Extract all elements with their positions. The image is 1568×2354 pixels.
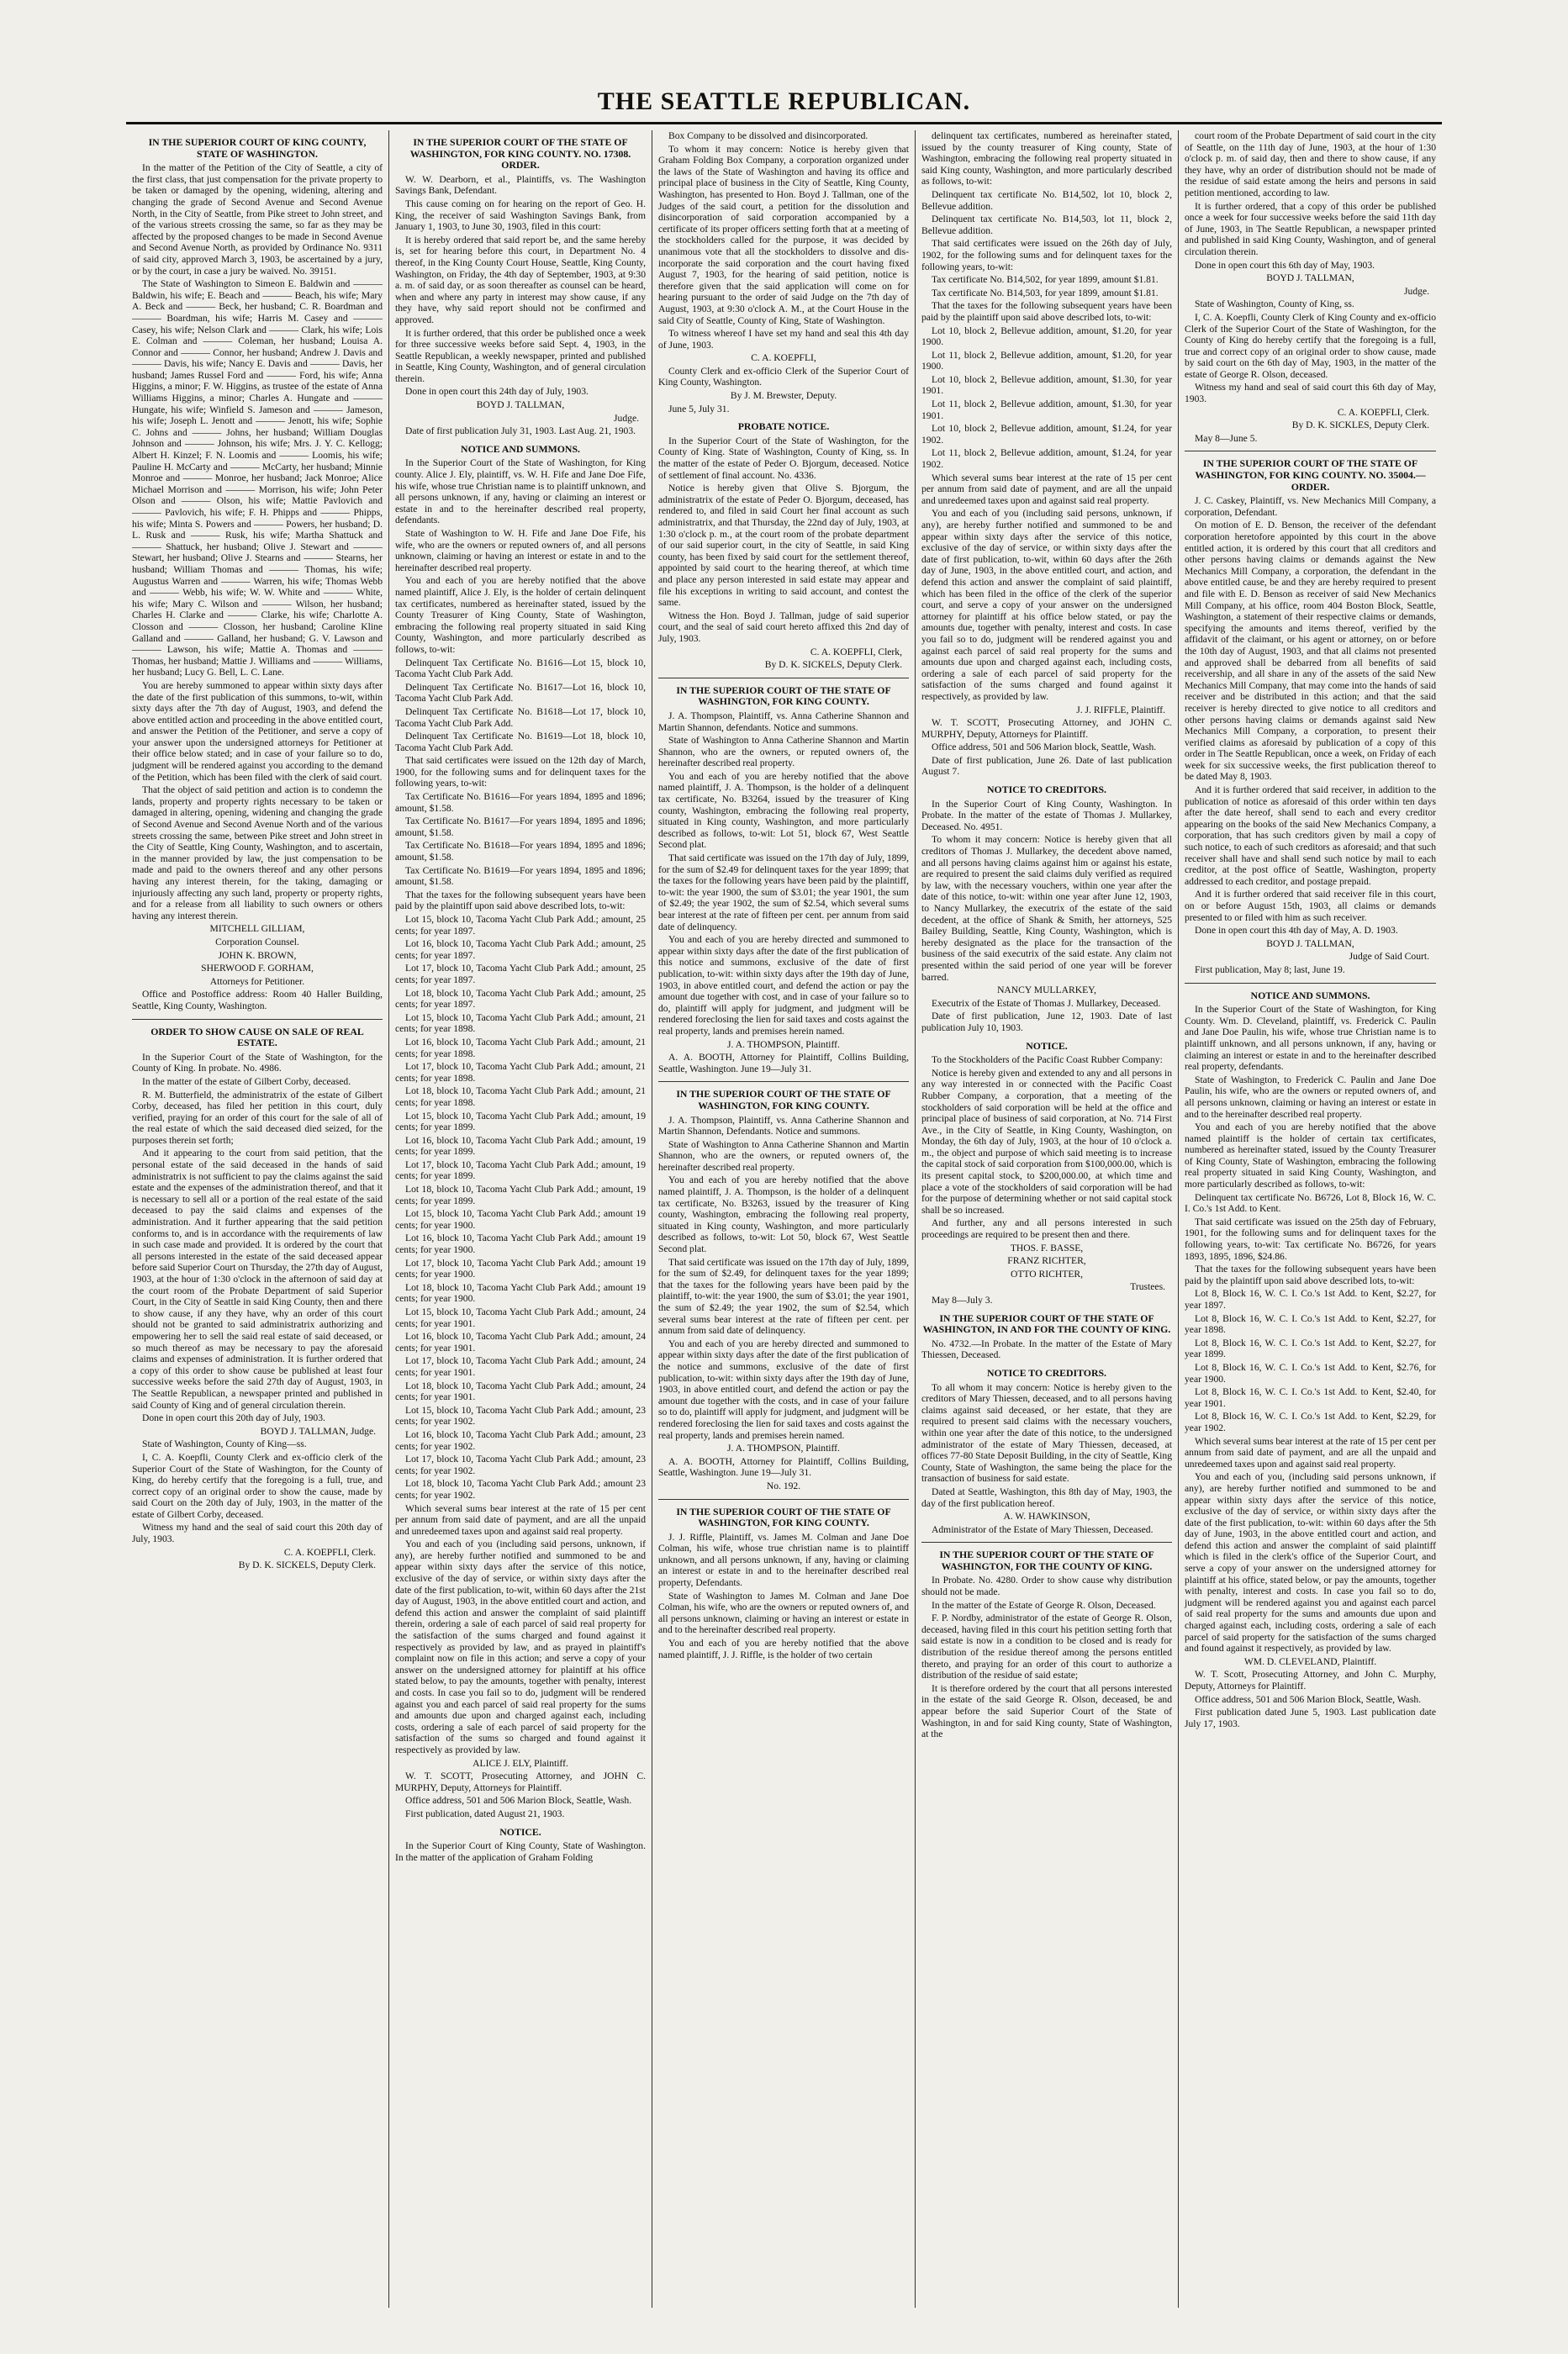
notice-paragraph: State of Washington to James M. Colman and Jane Doe Colman, his wife, who are the owners or reputed owners of, and all persons unknown, claiming or having an interest or estate in and to the hereinafter described real property. xyxy=(658,1590,909,1636)
signature-line: BOYD J. TALLMAN, xyxy=(476,399,565,411)
notice-paragraph: Dated at Seattle, Washington, this 8th day of May, 1903, the day of the first publication hereof. xyxy=(921,1486,1172,1509)
notice-paragraph: That said certificates were issued on the 12th day of March, 1900, for the following sums and for delinquent taxes for the following years, to-wit: xyxy=(395,755,646,789)
notice-paragraph: Witness the Hon. Boyd J. Tallman, judge of said superior court, and the seal of said court hereto affixed this 2nd day of July, 1903. xyxy=(658,610,909,644)
notice-paragraph: Lot 18, block 10, Tacoma Yacht Club Park Add.; amount 19 cents; for year 1900. xyxy=(395,1281,646,1305)
notice-paragraph: W. W. Dearborn, et al., Plaintiffs, vs. The Washington Savings Bank, Defendant. xyxy=(395,173,646,197)
notice-paragraph: W. T. SCOTT, Prosecuting Attorney, and JOHN C. MURPHY, Deputy, Attorneys for Plaintiff. xyxy=(395,1771,646,1793)
notice-paragraph: Tax certificate No. B14,503, for year 1899, amount $1.81. xyxy=(932,287,1159,298)
notice-paragraph: State of Washington, County of King—ss. xyxy=(142,1438,307,1450)
notice-paragraph: Lot 17, block 10, Tacoma Yacht Club Park Add.; amount, 19 cents; for year 1899. xyxy=(395,1159,646,1182)
notice-paragraph: I, C. A. Koepfli, County Clerk of King County and ex-officio Clerk of the Superior Court of the State of Washington, for the County of King do hereby certify that the foregoing is a full, true and correct copy of an original order to show cause, made by said court on the 6th day of May, 1903, in the matter of the estate of George R. Olson, deceased. xyxy=(1185,311,1436,380)
signature-line: FRANZ RICHTER, xyxy=(1007,1255,1086,1267)
notice-paragraph: Lot 11, block 2, Bellevue addition, amount, $1.30, for year 1901. xyxy=(921,398,1172,421)
notice-paragraph: You and each of you (including said persons, unknown, if any), are hereby further notified and summoned to be and appear within sixty days after the service of this notice, exclusive of the day of service, or within sixty days after the date of first publication, to-wit, within 60 days after the 26th day of June, 1903, in the above entitled court, and action, and defend this action and answer the complaint of said plaintiff, which has been filed in the office of the clerk of the superior court, and serve a copy of your answer on the undersigned attorney for plaintiff at his office below stated, or pay the amounts due, together with penalty, interest and costs. In case you fail so to do, judgment will be rendered against you and against each parcel of said real property for the sums and amounts due upon and charged against each, including costs, ordering a sale of each parcel of said property for the satisfaction of the sums charged and found against it respectively, as provided by law. xyxy=(921,508,1172,702)
notice-paragraph: That the taxes for the following subsequent years have been paid by the plaintiff upon said above described lots, to-wit: xyxy=(1185,1264,1436,1286)
notice-paragraph: May 8—June 5. xyxy=(1195,432,1258,444)
notice-paragraph: You and each of you are hereby notified that the above named plaintiff, J. A. Thompson, is the holder of a delinquent tax certificate, No. B3264, issued by the treasurer of King county, Washington, embracing the following real property, situated in King county, Washington, and more particularly described as follows, to-wit: Lot 51, block 67, West Seattle Second plat. xyxy=(658,770,909,851)
notice-paragraph: And it is further ordered that said receiver, in addition to the publication of notice as aforesaid of this order within ten days after the date hereof, shall send to each and every creditor appearing on the books of the said New Mechanics Company, a corporation, that has such creditors given by mail a copy of such notice, to each of such creditors as aforesaid; and that such receiver shall have and shall send such notice by mail to each creditor, at the post office of Seattle, Washington, property addressed to each creditor, and postage prepaid. xyxy=(1185,784,1436,887)
signature-line: Judge of Said Court. xyxy=(1349,951,1429,963)
notice-paragraph: In the Superior Court of the State of Washington, for King County. Wm. D. Cleveland, plaintiff, vs. Frederick C. Paulin and Jane Doe Paulin, his wife, whose true Christian name is to plaintiff unknown, and all persons unknown, if any, having or claiming an interest or estate in and to the hereinafter described real property, defendants. xyxy=(1185,1004,1436,1073)
notice-paragraph: And it is further ordered that said receiver file in this court, on or before August 15th, 1903, all claims or demands presented to or filed with him as such receiver. xyxy=(1185,889,1436,923)
notice-paragraph: Lot 17, block 10, Tacoma Yacht Club Park Add.; amount, 25 cents; for year 1897. xyxy=(395,963,646,985)
signature-line: SHERWOOD F. GORHAM, xyxy=(201,963,314,974)
notice-paragraph: court room of the Probate Department of said court in the city of Seattle, on the 11th day of June, 1903, at the hour of 1:30 o'clock p. m. of said day, then and there to show cause, if any they have, why an order of distribution should not be made of the residue of said estate among the heirs and persons in said petition mentioned, according to law. xyxy=(1185,130,1436,198)
notice-paragraph: You and each of you are hereby directed and summoned to appear within sixty days after the date of the first publication of the notice and summons, exclusive of the date of first publication, to-wit: within sixty days after the 19th day of June, 1903, in above entitled court, and defend the action or pay the amount due together with the costs, and in case of your failure so to do, plaintiff will apply for judgment, and judgment will be rendered foreclosing the lien for said taxes and costs against the real property, lands and premises herein named. xyxy=(658,1338,909,1441)
signature-line: By D. K. SICKELS, Deputy Clerk. xyxy=(764,659,902,671)
notice-paragraph: Done in open court this 4th day of May, A. D. 1903. xyxy=(1195,925,1398,937)
notice-paragraph: Lot 8, Block 16, W. C. I. Co.'s 1st Add. to Kent, $2.27, for year 1898. xyxy=(1185,1312,1436,1336)
notice-paragraph: Lot 17, block 10, Tacoma Yacht Club Park Add.; amount, 23 cents; for year 1902. xyxy=(395,1454,646,1476)
notice-paragraph: The State of Washington to Simeon E. Baldwin and ——— Baldwin, his wife; E. Beach and ——— Beach, his wife; Mary A. Beck and ——— Beck, her husband; C. R. Boardman and ——— Boardman, his wife; Harris M. Casey and ——— Casey, his wife; Nelson Clark and ——— Clark, his wife; Lois E. Colman and ——— Coleman, her husband; Louisa A. Connor and ——— Connor, her husband; Andrew J. Davis and ——— Davis, his wife; Nancy E. Davis and ——— Davis, her husband; James Russel Ford and ——— Ford, his wife; Anna Higgins, a minor; F. W. Higgins, as trustee of the estate of Anna Williams Higgins, a minor; Charles A. Hungate and ——— Hungate, his wife; Winfield S. Jameson and ——— Jameson, his wife; Joseph L. Jenott and ——— Jenott, his wife; Sophie C. Johns and ——— Johns, her husband; William Douglas Johnson and ——— Johnson, his wife; Mrs. J. Y. C. Kellogg; Albert H. Kinzel; F. N. Loomis and ——— Loomis, his wife; Pauline H. McCarty and ——— McCarty, her husband; Minnie Monroe and ——— Monroe, her husband; Jack Monroe; Alice Michael Morrison and ——— Morrison, his wife; John Peter Olson and ——— Olson, his wife; Mattie Pavlovich and ——— Pavlovich, his wife; F. H. Phipps and ——— Phipps, his wife; Minta S. Powers and ——— Powers, her husband; D. L. Rusk and ——— Rusk, his wife; Martha Shattuck and ——— Shattuck, her husband; Olive J. Stewart and ——— Stewart, her husband; Olive J. Stearns and ——— Stearns, her husband; William Thomas and ——— Thomas, his wife; Augustus Warren and ——— Warren, his wife; Thomas Webb and ——— Webb, his wife; W. W. White and ——— White, his wife; Mary C. Wilson and ——— Wilson, her husband; Charles H. Clarke and ——— Clarke, his wife; Charlotte A. Closson and ——— Closson, her husband; Caroline Kline Galland and ——— Galland, her husband; G. V. Lawson and ——— Lawson, his wife; Mattie A. Thomas and ——— Thomas, her husband; Mattie J. Williams and ——— Williams, her husband; Lucy G. Bell, L. C. Lane. xyxy=(132,278,383,678)
notice-paragraph: Lot 16, block 10, Tacoma Yacht Club Park Add.; amount, 24 cents; for year 1901. xyxy=(395,1331,646,1354)
notice-paragraph: Lot 15, block 10, Tacoma Yacht Club Park Add.; amount, 23 cents; for year 1902. xyxy=(395,1404,646,1428)
notice-heading: NOTICE TO CREDITORS. xyxy=(987,1366,1106,1379)
notice-paragraph: Lot 11, block 2, Bellevue addition, amount, $1.20, for year 1900. xyxy=(921,349,1172,372)
notice-paragraph: Lot 17, block 10, Tacoma Yacht Club Park Add.; amount, 24 cents; for year 1901. xyxy=(395,1355,646,1378)
notice-paragraph: In Probate. No. 4280. Order to show cause why distribution should not be made. xyxy=(921,1575,1172,1598)
signature-line: NANCY MULLARKEY, xyxy=(997,984,1096,996)
notice-paragraph: That said certificate was issued on the 17th day of July, 1899, for the sum of $2.49, for delinquent taxes for the year 1899; that the taxes for the following years have been paid by the plaintiff, to-wit: the year 1900, the sum of $3.01; the year 1901, the sum of $2.49; the year 1902, the sum of $2.54, which several sums bear interest at the rate of fifteen per cent. per annum from said date of delinquency. xyxy=(658,1256,909,1337)
section-divider xyxy=(658,1499,909,1500)
signature-line: C. A. KOEPFLI, Clerk. xyxy=(283,1546,376,1558)
signature-line: OTTO RICHTER, xyxy=(1010,1268,1084,1280)
notice-paragraph: Lot 16, block 10, Tacoma Yacht Club Park Add.; amount, 25 cents; for year 1897. xyxy=(395,938,646,961)
notice-paragraph: Office address, 501 and 506 Marion Block, Seattle, Wash. xyxy=(1195,1693,1422,1705)
notice-paragraph: Lot 15, block 10, Tacoma Yacht Club Park Add.; amount, 24 cents; for year 1901. xyxy=(395,1306,646,1329)
notice-paragraph: It is further ordered, that a copy of this order be published once a week for four successive weeks before the said 11th day of June, 1903, in The Seattle Republican, a newspaper printed and published in said King County, Washington, and of general circulation therein. xyxy=(1185,200,1436,257)
notice-paragraph: You and each of you are hereby notified that the above named plaintiff, J. J. Riffle, is the holder of two certain xyxy=(658,1638,909,1660)
notice-paragraph: Delinquent Tax Certificate No. B1616—Lot 15, block 10, Tacoma Yacht Club Park Add. xyxy=(395,657,646,680)
notice-paragraph: R. M. Butterfield, the administratrix of the estate of Gilbert Corby, deceased, has filed her petition in this court, duly verified, praying for an order of this court for the sale of all of the real estate of which the said deceased died seized, for the purposes therein set forth; xyxy=(132,1089,383,1146)
notice-paragraph: Notice is hereby given and extended to any and all persons in any way interested in or connected with the Pacific Coast Rubber Company, a corporation, that a meeting of the stockholders of said corporation will be held at the office and principal place of business of said corporation, at No. 714 First Ave., in the City of Seattle, in King County, Washington, on Monday, the 6th day of July, 1903, at the hour of 10 o'clock a. m., the object and purpose of which said meeting is to increase the capital stock of said corporation from $100,000.00, which is its present capital stock, to $200,000.00, at which time and place a vote of the stockholders of said corporation will be had for the purpose of determining whether or not said capital stock shall be so increased. xyxy=(921,1067,1172,1216)
notice-paragraph: Tax Certificate No. B1616—For years 1894, 1895 and 1896; amount, $1.58. xyxy=(395,791,646,814)
signature-line: BOYD J. TALLMAN, xyxy=(1266,272,1354,284)
notice-paragraph: State of Washington to Anna Catherine Shannon and Martin Shannon, who are the owners, or reputed owners of, the hereinafter described real property. xyxy=(658,1138,909,1173)
notice-paragraph: You and each of you are hereby notified that the above named plaintiff is the holder of certain tax certificates, numbered as hereinafter stated, issued by the County Treasurer of King County, State of Washington, embracing the following real property situated in said King County, Washington, and more particularly described as follows, to-wit: xyxy=(1185,1122,1436,1190)
signature-line: JOHN K. BROWN, xyxy=(218,949,297,961)
notice-paragraph: Tax Certificate No. B1619—For years 1894, 1895 and 1896; amount, $1.58. xyxy=(395,864,646,888)
notice-paragraph: You and each of you are hereby directed and summoned to appear within sixty days after the date of the first publication of this notice and summons, exclusive of the date of first publication, to-wit: within sixty days after the 19th day of June, 1903, in above entitled court, and defend the action or pay the amount due together with cost, and in case of your failure so to do, plaintiff will apply for judgment, and judgment will be rendered foreclosing the lien for said taxes and costs against the real property, lands and premises herein named. xyxy=(658,934,909,1037)
notice-paragraph: I, C. A. Koepfli, County Clerk and ex-officio clerk of the Superior Court of the State of Washington, for the County of King, do hereby certify that the foregoing is a full, true, and correct copy of an original order to show the cause, made by said Court on the 20th day of July, 1903, in the matter of the estate of Gilbert Corby, deceased. xyxy=(132,1451,383,1520)
notice-paragraph: Done in open court this 24th day of July, 1903. xyxy=(405,386,589,398)
notice-paragraph: And further, any and all persons interested in such proceedings are required to be present then and there. xyxy=(921,1217,1172,1241)
notice-paragraph: First publication, dated August 21, 1903. xyxy=(405,1808,565,1819)
notice-paragraph: State of Washington, to Frederick C. Paulin and Jane Doe Paulin, his wife, who are the owners or reputed owners of, and all persons unknown, claiming or having an interest or estate in and to the hereinafter described real property. xyxy=(1185,1074,1436,1120)
notice-paragraph: Witness my hand and the seal of said court this 20th day of July, 1903. xyxy=(132,1522,383,1545)
notice-heading: NOTICE. xyxy=(499,1825,541,1838)
notice-paragraph: In the Superior Court of King County, Washington. In Probate. In the matter of the estate of Thomas J. Mullarkey, Deceased. No. 4951. xyxy=(921,798,1172,832)
notice-paragraph: Done in open court this 20th day of July, 1903. xyxy=(142,1412,325,1424)
notice-paragraph: Box Company to be dissolved and disincorporated. xyxy=(668,130,868,141)
signature-line: C. A. KOEPFLI, xyxy=(751,352,816,364)
notice-paragraph: Which several sums bear interest at the rate of 15 per cent per annum from said date of payment, and are all the unpaid and unredeemed taxes upon and against said real property. xyxy=(395,1502,646,1537)
notice-paragraph: In the Superior Court of the State of Washington, for the County of King. State of Washington, County of King, ss. In the matter of the estate of Peder O. Bjorgum, deceased. Notice of settlement of final account. No. 4336. xyxy=(658,435,909,481)
signature-line: Corporation Counsel. xyxy=(215,936,299,947)
notice-paragraph: J. A. Thompson, Plaintiff, vs. Anna Catherine Shannon and Martin Shannon, Defendants. Notice and summons. xyxy=(658,1114,909,1137)
signature-line: By D. K. SICKLES, Deputy Clerk. xyxy=(1291,420,1429,431)
notice-paragraph: Lot 18, block 10, Tacoma Yacht Club Park Add.; amount, 19 cents; for year 1899. xyxy=(395,1184,646,1206)
notice-paragraph: Lot 18, block 10, Tacoma Yacht Club Park Add.; amount, 21 cents; for year 1898. xyxy=(395,1085,646,1108)
notice-paragraph: Lot 8, Block 16, W. C. I. Co.'s 1st Add. to Kent, $2.29, for year 1902. xyxy=(1185,1411,1436,1433)
notice-heading: IN THE SUPERIOR COURT OF THE STATE OF WASHINGTON, FOR THE COUNTY OF KING. xyxy=(939,1549,1154,1572)
notice-paragraph: Which several sums bear interest at the rate of 15 per cent per annum from said date of payment, and are all the unpaid and unredeemed taxes upon and against said real property. xyxy=(921,472,1172,506)
signature-line: C. A. KOEPFLI, Clerk. xyxy=(1337,406,1429,418)
notice-paragraph: A. A. BOOTH, Attorney for Plaintiff, Collins Building, Seattle, Washington. June 19—July 31. xyxy=(658,1455,909,1479)
notice-paragraph: You and each of you are hereby notified that the above named plaintiff, Alice J. Ely, is the holder of certain delinquent tax certificates, numbered as hereinafter stated, issued by the County Treasurer of King County, State of Washington, embracing the following real property situated in said King County, Washington, and more particularly described as follows, to-wit: xyxy=(395,575,646,655)
notice-paragraph: Office address, 501 and 506 Marion Block, Seattle, Wash. xyxy=(405,1795,632,1807)
notice-paragraph: On motion of E. D. Benson, the receiver of the defendant corporation heretofore appointed by this court in the above entitled action, it is ordered by this court that all creditors and other persons having claims or demands against the New Mechanics Mill Company, a corporation, the defendant in the above entitled cause, be and they are hereby required to present and file with E. D. Benson as receiver of said New Mechanics Mill Company, at his office, room 404 Boston Block, Seattle, Washington, a statement of their respective claims or demands, specifying the amounts and items thereof, verified by the affidavit of the claimant, or his agent or attorney, on or before the 10th day of August, 1903, and that all claims not presented and approved shall be debarred from all benefits of said receivership, and all share in any of the assets of the said New Mechanics Mill Company, that may come into the hands of said receiver and be distributed in this action; and that the said receiver is hereby directed to give notice to all creditors and other persons having claims or demands against said New Mechanics Mill Company, a corporation, to present their verified claims as aforesaid by publication of a copy of this order in The Seattle Republican, once a week, on Friday of each week for six successive weeks, the first publication thereof to be dated May 8, 1903. xyxy=(1185,520,1436,783)
notice-paragraph: Lot 8, Block 16, W. C. I. Co.'s 1st Add. to Kent, $2.76, for year 1900. xyxy=(1185,1361,1436,1385)
notice-paragraph: Witness my hand and seal of said court this 6th day of May, 1903. xyxy=(1185,382,1436,405)
notice-paragraph: You and each of you (including said persons, unknown, if any), are hereby further notified and summoned to be and appear within sixty days after the service of this notice, exclusive of the day of service, or within sixty days after the date of the first publication, to-wit, within 60 days after the 21st day of August, 1903, in the above entitled court and action, and defend this action and answer the complaint of said plaintiff therein, ordering a sale of each parcel of said real property for the satisfaction of the sums charged and found against it respectively as provided by law, and as prayed in plaintiff's complaint now on file in this action; and serve a copy of your answer on the undersigned attorney for plaintiff at his office stated below, to pay the amounts, together with penalty, interest and costs. In case you fail so to do, judgment will be rendered against you and each parcel of said real property for the sums and amounts due upon and charged against each, including costs, ordering a sale of each parcel of said property for the satisfaction of the sums so charged and found against it respectively as provided by law. xyxy=(395,1539,646,1755)
section-divider xyxy=(921,1542,1172,1543)
notice-paragraph: W. T. Scott, Prosecuting Attorney, and John C. Murphy, Deputy, Attorneys for Plaintiff. xyxy=(1185,1669,1436,1692)
notice-paragraph: Lot 8, Block 16, W. C. I. Co.'s 1st Add. to Kent, $2.27, for year 1897. xyxy=(1185,1288,1436,1311)
notice-paragraph: You and each of you are hereby notified that the above named plaintiff, J. A. Thompson, is the holder of a delinquent tax certificate, No. B3263, issued by the treasurer of King county, Washington, embracing the following real property, situated in King county, Washington, and more particularly described as follows, to-wit: Lot 50, block 67, West Seattle Second plat. xyxy=(658,1174,909,1255)
notice-paragraph: Lot 15, block 10, Tacoma Yacht Club Park Add.; amount, 25 cents; for year 1897. xyxy=(395,914,646,937)
masthead-title: THE SEATTLE REPUBLICAN. xyxy=(597,87,971,115)
notice-paragraph: Lot 15, block 10, Tacoma Yacht Club Park Add.; amount, 21 cents; for year 1898. xyxy=(395,1011,646,1035)
notice-paragraph: This cause coming on for hearing on the report of Geo. H. King, the receiver of said Washington Savings Bank, from January 1, 1903, to June 30, 1903, filed in this court: xyxy=(395,198,646,233)
notice-heading: NOTICE AND SUMMONS. xyxy=(1250,989,1370,1001)
notice-paragraph: That the object of said petition and action is to condemn the lands, property and property rights necessary to be taken or damaged in altering, opening, widening and changing the grade of Second Avenue and Second Avenue North and of the various streets crossing the same, between Pike street and John street in the City of Seattle, King County, Washington, and to ascertain, in the manner provided by law, the just compensation to be made and paid to the owners thereof and any other persons having any interest therein, for the taking, damaging or injuriously affecting any such land, property or property rights, and for a release from all liability to such owners or others having any interest therein. xyxy=(132,784,383,921)
section-divider xyxy=(1185,983,1436,984)
notice-paragraph: That said certificates were issued on the 26th day of July, 1902, for the following sums and for delinquent taxes for the following years, to-wit: xyxy=(921,238,1172,272)
notice-paragraph: delinquent tax certificates, numbered as hereinafter stated, issued by the county treasurer of King county, State of Washington, embracing the following real property situated in said King county, Washington, and more particularly described as follows, to-wit: xyxy=(921,130,1172,187)
notice-paragraph: Tax Certificate No. B1617—For years 1894, 1895 and 1896; amount, $1.58. xyxy=(395,815,646,838)
notice-paragraph: J. J. Riffle, Plaintiff, vs. James M. Colman and Jane Doe Colman, his wife, whose true christian name is to plaintiff unknown, and all persons unknown, if any, having or claiming an interest or estate in and to the hereinafter described real property, Defendants. xyxy=(658,1531,909,1589)
notice-paragraph: Lot 16, block 10, Tacoma Yacht Club Park Add.; amount, 23 cents; for year 1902. xyxy=(395,1428,646,1452)
signature-line: BOYD J. TALLMAN, xyxy=(1266,937,1354,949)
notice-paragraph: To all whom it may concern: Notice is hereby given to the creditors of Mary Thiessen, deceased, and to all persons having claims against said deceased, or her estate, that they are required to present said claims with the necessary vouchers, within one year after the date of this notice, to the undersigned administrator of the estate of Mary Thiessen, deceased, at offices 77-80 State Deposit Building, in the city of Seattle, King County, State of Washington, the same being the place for the transaction of business for said estate. xyxy=(921,1381,1172,1485)
notice-paragraph: Lot 18, block 10, Tacoma Yacht Club Park Add.; amount, 24 cents; for year 1901. xyxy=(395,1380,646,1403)
notice-heading: IN THE SUPERIOR COURT OF THE STATE OF WASHINGTON, FOR KING COUNTY. NO. 17308. ORDER. xyxy=(409,136,631,172)
notice-paragraph: To whom it may concern: Notice is hereby given that all creditors of Thomas J. Mullarkey, the decedent above named, and all persons having claims against him or against his estate, are required to present the said claims duly verified as required by law, with the necessary vouchers, within one year after the date of this notice, to-wit: within one year after June 12, 1903, to Nancy Mullarkey, the executrix of the estate of the said decedent, at the office of Shank & Smith, her attorneys, 525 Bailey Building, Seattle, King County, Washington, which is hereby designated as the place for the transaction of the business of the said executrix of the said estate. Any claim not presented within the said period of one year will be forever barred. xyxy=(921,834,1172,983)
notice-heading: NOTICE TO CREDITORS. xyxy=(987,784,1106,796)
notice-paragraph: Which several sums bear interest at the rate of 15 per cent per annum from said date of payment, and are all the unpaid and unredeemed taxes upon and against said real property. xyxy=(1185,1435,1436,1470)
notice-paragraph: In the matter of the Estate of George R. Olson, Deceased. xyxy=(932,1599,1156,1611)
signature-line: No. 192. xyxy=(766,1480,801,1491)
section-divider xyxy=(658,1081,909,1082)
signature-line: MITCHELL GILLIAM, xyxy=(209,923,305,935)
notice-paragraph: Lot 18, block 10, Tacoma Yacht Club Park Add.; amount, 25 cents; for year 1897. xyxy=(395,987,646,1011)
notice-paragraph: F. P. Nordby, administrator of the estate of George R. Olson, deceased, having filed in this court his petition setting forth that said estate is now in a condition to be closed and is ready for distribution of the residue thereof among the persons entitled thereto, and praying for an order of this court to authorize a distribution of the residue of said estate; xyxy=(921,1612,1172,1681)
notice-paragraph: First publication dated June 5, 1903. Last publication date July 17, 1903. xyxy=(1185,1707,1436,1729)
notice-paragraph: It is therefore ordered by the court that all persons interested in the estate of the said George R. Olson, deceased, be and appear before the said Superior Court of the State of Washington, in and for said King county, State of Washington, at the xyxy=(921,1682,1172,1740)
column-1 xyxy=(126,130,389,2308)
notice-paragraph: It is further ordered, that this order be published once a week for three successive weeks before said Sept. 4, 1903, in the Seattle Republican, a weekly newspaper, printed and published in Seattle, King County, Washington, and of general circulation therein. xyxy=(395,327,646,384)
signature-line: Judge. xyxy=(1404,285,1429,297)
notice-paragraph: A. A. BOOTH, Attorney for Plaintiff, Collins Building, Seattle, Washington. June 19—July 31. xyxy=(658,1052,909,1074)
signature-line: Judge. xyxy=(614,412,639,424)
notice-paragraph: Lot 16, block 10, Tacoma Yacht Club Park Add.; amount 19 cents; for year 1900. xyxy=(395,1232,646,1256)
column-2 xyxy=(389,130,652,2308)
notice-paragraph: Delinquent Tax Certificate No. B1619—Lot 18, block 10, Tacoma Yacht Club Park Add. xyxy=(395,731,646,753)
notice-paragraph: Delinquent Tax Certificate No. B1618—Lot 17, block 10, Tacoma Yacht Club Park Add. xyxy=(395,705,646,729)
notice-paragraph: In the Superior Court of the State of Washington, for King county. Alice J. Ely, plaintiff, vs. W. H. Fife and Jane Doe Fife, his wife, whose true Christian name is to plaintiff unknown, and all persons unknown, if any, having or claiming an interest or estate in and to the hereinafter described real property, defendants. xyxy=(395,457,646,526)
notice-paragraph: Lot 16, block 10, Tacoma Yacht Club Park Add.; amount, 21 cents; for year 1898. xyxy=(395,1036,646,1059)
notice-paragraph: June 5, July 31. xyxy=(668,403,730,414)
notice-paragraph: Done in open court this 6th day of May, 1903. xyxy=(1195,259,1375,271)
column-5 xyxy=(1179,130,1442,2308)
notice-paragraph: That the taxes for the following subsequent years have been paid by the plaintiff upon said above described lots, to-wit: xyxy=(921,300,1172,323)
notice-paragraph: In the matter of the Petition of the City of Seattle, a city of the first class, that just compensation for the private property to be taken or damaged by the opening, widening, altering and changing the grade of Second Avenue and Second Avenue North, in the City of Seattle, from Pike street to John street, and of the various streets crossing the same, so far as they may be affected by the proposed changes to be made in Second Avenue and Second Avenue North, as provided by Ordinance No. 9311 of said city, approved March 3, 1903, be ascertained by a jury, or by the court, in case a jury be waived. No. 39151. xyxy=(132,162,383,277)
notice-heading: IN THE SUPERIOR COURT OF THE STATE OF WASHINGTON, FOR KING COUNTY. NO. 35004.—ORDER. xyxy=(1195,457,1426,493)
notice-paragraph: State of Washington, County of King, ss. xyxy=(1195,298,1354,310)
notice-paragraph: That said certificate was issued on the 25th day of February, 1901, for the following sums and for delinquent taxes for the following years, to-wit: Tax certificate No. B6726, for years 1893, 1895, 1896, $24.86. xyxy=(1185,1216,1436,1262)
notice-heading: IN THE SUPERIOR COURT OF THE STATE OF WASHINGTON, FOR KING COUNTY. xyxy=(676,1088,891,1111)
notice-paragraph: J. A. Thompson, Plaintiff, vs. Anna Catherine Shannon and Martin Shannon, defendants. Notice and summons. xyxy=(658,710,909,733)
columns-container xyxy=(126,130,1442,2308)
notice-paragraph: First publication, May 8; last, June 19. xyxy=(1195,963,1345,975)
notice-paragraph: Lot 16, block 10, Tacoma Yacht Club Park Add.; amount, 19 cents; for year 1899. xyxy=(395,1134,646,1158)
notice-paragraph: Lot 10, block 2, Bellevue addition, amount, $1.30, for year 1901. xyxy=(921,373,1172,397)
notice-paragraph: Lot 18, block 10, Tacoma Yacht Club Park Add.; amount 23 cents; for year 1902. xyxy=(395,1478,646,1501)
notice-paragraph: Date of first publication, June 12, 1903. Date of last publication July 10, 1903. xyxy=(921,1011,1172,1033)
notice-paragraph: Delinquent tax certificate No. B14,503, lot 11, block 2, Bellevue addition. xyxy=(921,214,1172,236)
signature-line: BOYD J. TALLMAN, Judge. xyxy=(260,1425,376,1437)
notice-paragraph: W. T. SCOTT, Prosecuting Attorney, and JOHN C. MURPHY, Deputy, Attorneys for Plaintiff. xyxy=(921,717,1172,740)
signature-line: J. J. RIFFLE, Plaintiff. xyxy=(1076,704,1165,715)
notice-heading: ORDER TO SHOW CAUSE ON SALE OF REAL ESTATE. xyxy=(150,1025,364,1049)
notice-paragraph: In the Superior Court of the State of Washington, for the County of King. In probate. No. 4986. xyxy=(132,1051,383,1074)
signature-line: WM. D. CLEVELAND, Plaintiff. xyxy=(1243,1655,1377,1667)
notice-paragraph: In the Superior Court of King County, State of Washington. In the matter of the application of Graham Folding xyxy=(395,1840,646,1863)
notice-paragraph: Delinquent tax certificate No. B6726, Lot 8, Block 16, W. C. I. Co.'s 1st Add. to Kent. xyxy=(1185,1191,1436,1215)
notice-paragraph: Notice is hereby given that Olive S. Bjorgum, the administratrix of the estate of Peder O. Bjorgum, deceased, has rendered to, and filed in said Court her final account as such administratrix, and that Thursday, the 22nd day of July, 1903, at 1:30 o'clock p. m., at the court room of the probate department of our said superior court, in the city of Seattle, in said King county, has been fixed by said court for the settlement thereof, appointed by said court to the hearing thereof, at which time and place any person interested in said estate may appear and file his exceptions in writing to said account, and contest the same. xyxy=(658,483,909,609)
notice-paragraph: Delinquent tax certificate No. B14,502, lot 10, block 2, Bellevue addition. xyxy=(921,188,1172,212)
notice-paragraph: State of Washington to Anna Catherine Shannon and Martin Shannon, who are the owners, or reputed owners of, the hereinafter described real property. xyxy=(658,735,909,769)
notice-paragraph: You are hereby summoned to appear within sixty days after the date of the first publication of this summons, to-wit, within sixty days after the 7th day of August, 1903, and defend the above entitled action and proceeding in the above entitled court, and answer the Petition of the Petitioner, and serve a copy of your answer upon the undersigned attorneys for Petitioner at their office below stated; and in case of your failure so to do, judgment will be rendered against you according to the demand of the Petition, which has been filed with the clerk of said court. xyxy=(132,679,383,783)
notice-heading: NOTICE AND SUMMONS. xyxy=(461,442,580,455)
signature-line: THOS. F. BASSE, xyxy=(1010,1242,1084,1254)
signature-line: By J. M. Brewster, Deputy. xyxy=(730,390,837,402)
notice-paragraph: Lot 17, block 10, Tacoma Yacht Club Park Add.; amount, 21 cents; for year 1898. xyxy=(395,1061,646,1084)
signature-line: A. W. HAWKINSON, xyxy=(1003,1511,1090,1523)
notice-paragraph: Executrix of the Estate of Thomas J. Mullarkey, Deceased. xyxy=(932,997,1161,1009)
masthead-rule xyxy=(126,122,1442,124)
notice-paragraph: Tax Certificate No. B1618—For years 1894, 1895 and 1896; amount, $1.58. xyxy=(395,840,646,863)
notice-paragraph: Office and Postoffice address: Room 40 Haller Building, Seattle, King County, Washington. xyxy=(132,989,383,1011)
column-3 xyxy=(652,130,916,2308)
notice-paragraph: To the Stockholders of the Pacific Coast Rubber Company: xyxy=(932,1054,1163,1066)
notice-paragraph: Lot 10, block 2, Bellevue addition, amount, $1.20, for year 1900. xyxy=(921,325,1172,348)
notice-paragraph: State of Washington to W. H. Fife and Jane Doe Fife, his wife, who are the owners or reputed owners of, and all persons unknown, claiming or having an interest or estate in and to the hereinafter described real property. xyxy=(395,528,646,573)
section-divider xyxy=(132,1019,383,1020)
notice-paragraph: Lot 8, Block 16, W. C. I. Co.'s 1st Add. to Kent, $2.40, for year 1901. xyxy=(1185,1386,1436,1409)
notice-paragraph: County Clerk and ex-officio Clerk of the Superior Court of King County, Washington. xyxy=(658,365,909,388)
signature-line: By D. K. SICKELS, Deputy Clerk. xyxy=(238,1560,376,1571)
signature-line: Trustees. xyxy=(1130,1281,1165,1293)
notice-heading: NOTICE. xyxy=(1026,1039,1068,1052)
notice-paragraph: Lot 8, Block 16, W. C. I. Co.'s 1st Add. to Kent, $2.27, for year 1899. xyxy=(1185,1337,1436,1360)
notice-paragraph: To witness whereof I have set my hand and seal this 4th day of June, 1903. xyxy=(658,328,909,351)
notice-paragraph: To whom it may concern: Notice is hereby given that Graham Folding Box Company, a corporation organized under the laws of the State of Washington and having its office and principal place of business in the City of Seattle, King County, Washington, has presented to Hon. Boyd J. Tallman, one of the Judges of the said court, a petition for the dissolution and disincorporation of said corporation accompanied by a certificate of its proper officers setting forth that at a meeting of the stockholders called for the purpose, it was decided by unanimous vote that all the stockholders to dissolve and dis-incorporate the said corporation and the court having fixed August 7, 1903, for the hearing of said petition, notice is therefore given that the said application will come on for hearing pursuant to the order of said Judge on the 7th day of August, 1903, at 9:30 o'clock A. M., at the Court House in the said City of Seattle, County of King, State of Washington. xyxy=(658,143,909,326)
signature-line: J. A. THOMPSON, Plaintiff. xyxy=(727,1443,840,1454)
notice-paragraph: And it appearing to the court from said petition, that the personal estate of the said deceased in the hands of said administratrix is not sufficient to pay the claims against the said estate and the expenses of the administration thereof, and that it is necessary to sell all or a portion of the real estate of the said deceased to pay the said claims and expenses of the administration. And it further appearing that the said petition conforms to, and is in accordance with the requirements of law in such case made and provided. It is ordered by the court that all persons interested in the estate of the said deceased appear before said Superior Court on Thursday, the 27th day of August, 1903, at the hour of 1:30 o'clock in the afternoon of said day at the court room of the Probate Department of said Superior Court, in the City of Seattle in said King County, then and there to show cause, if any they have, why an order of this court should not be granted to said administratrix authorizing and empowering her to sell the said real estate of said deceased, or so much thereof as may be necessary to pay the aforesaid claims and expenses of administration. It is further ordered that a copy of this order to show cause be published at least four successive weeks before the said 27th day of August, 1903, in The Seattle Republican, a newspaper printed and published in said County of King and of general circulation therein. xyxy=(132,1148,383,1411)
notice-paragraph: Lot 17, block 10, Tacoma Yacht Club Park Add.; amount 19 cents; for year 1900. xyxy=(395,1257,646,1280)
signature-line: ALICE J. ELY, Plaintiff. xyxy=(473,1757,568,1769)
notice-paragraph: That the taxes for the following subsequent years have been paid by the plaintiff upon said above described lots, to-wit: xyxy=(395,889,646,912)
column-4 xyxy=(916,130,1179,2308)
notice-paragraph: That said certificate was issued on the 17th day of July, 1899, for the sum of $2.49 for delinquent taxes for the year 1899; that the taxes for the following years have been paid by the plaintiff, to-wit: the year 1900, the sum of $3.01; the year 1901, the sum of $2.49; the year 1902, the sum of $2.54, which several sums bear interest at the rate of fifteen per cent. per annum from said date of delinquency. xyxy=(658,852,909,932)
notice-heading: IN THE SUPERIOR COURT OF THE STATE OF WASHINGTON, FOR KING COUNTY. xyxy=(676,684,891,708)
notice-paragraph: Lot 10, block 2, Bellevue addition, amount, $1.24, for year 1902. xyxy=(921,423,1172,446)
notice-heading: IN THE SUPERIOR COURT OF THE STATE OF WASHINGTON, IN AND FOR THE COUNTY OF KING. xyxy=(922,1312,1171,1336)
signature-line: J. A. THOMPSON, Plaintiff. xyxy=(727,1038,840,1050)
notice-paragraph: J. C. Caskey, Plaintiff, vs. New Mechanics Mill Company, a corporation, Defendant. xyxy=(1185,495,1436,518)
notice-paragraph: May 8—July 3. xyxy=(932,1295,993,1306)
notice-paragraph: Office address, 501 and 506 Marion block, Seattle, Wash. xyxy=(932,742,1157,753)
notice-heading: IN THE SUPERIOR COURT OF THE STATE OF WASHINGTON, FOR KING COUNTY. xyxy=(676,1505,891,1529)
notice-paragraph: It is hereby ordered that said report be, and the same hereby is, set for hearing before this court, in Department No. 4 thereof, in the King County Court House, Seattle, King County, Washington, on Friday, the 4th day of September, 1903, at 9:30 a. m. of said day, or as soon thereafter as counsel can be heard, when and where any party in interest may show cause, if any they have, why said report should not be confirmed and approved. xyxy=(395,234,646,325)
notice-paragraph: No. 4732.—In Probate. In the matter of the Estate of Mary Thiessen, Deceased. xyxy=(921,1338,1172,1361)
notice-heading: PROBATE NOTICE. xyxy=(737,420,830,433)
notice-paragraph: Date of first publication, June 26. Date of last publication August 7. xyxy=(921,754,1172,778)
notice-paragraph: Tax certificate No. B14,502, for year 1899, amount $1.81. xyxy=(932,274,1159,286)
notice-paragraph: Administrator of the Estate of Mary Thiessen, Deceased. xyxy=(932,1523,1154,1535)
notice-heading: IN THE SUPERIOR COURT OF KING COUNTY, STATE OF WASHINGTON. xyxy=(148,136,367,160)
notice-paragraph: You and each of you, (including said persons unknown, if any), are hereby further notified and summoned to be and appear within sixty days after the service of this notice, exclusive of the day of service, or within sixty days after the date of the first publication, to-wit: within 60 days after the 5th day of June, 1903, in the above entitled court and action, and defend this action and answer the complaint of said plaintiff which is filed in the clerk's office of the Superior Court, and serve a copy of your answer on the undersigned attorney for plaintiff at his office, stated below, or pay the amounts, together with penalty, interest and costs. In case you fail so to do, judgment will be rendered against you and against each parcel of said real property for the sums and amounts due upon and charged against each, including costs, ordering a sale of each parcel of said property for the satisfaction of the sums charged and found against it respectively, as provided by law. xyxy=(1185,1471,1436,1655)
notice-paragraph: Lot 11, block 2, Bellevue addition, amount, $1.24, for year 1902. xyxy=(921,447,1172,471)
notice-paragraph: Delinquent Tax Certificate No. B1617—Lot 16, block 10, Tacoma Yacht Club Park Add. xyxy=(395,681,646,705)
signature-line: C. A. KOEPFLI, Clerk, xyxy=(810,646,902,657)
notice-paragraph: Lot 15, block 10, Tacoma Yacht Club Park Add.; amount, 19 cents; for year 1899. xyxy=(395,1110,646,1133)
signature-line: Attorneys for Petitioner. xyxy=(209,975,305,987)
notice-paragraph: In the matter of the estate of Gilbert Corby, deceased. xyxy=(142,1075,351,1087)
notice-paragraph: Lot 15, block 10, Tacoma Yacht Club Park Add.; amount 19 cents; for year 1900. xyxy=(395,1208,646,1231)
notice-paragraph: Date of first publication July 31, 1903. Last Aug. 21, 1903. xyxy=(405,425,636,437)
